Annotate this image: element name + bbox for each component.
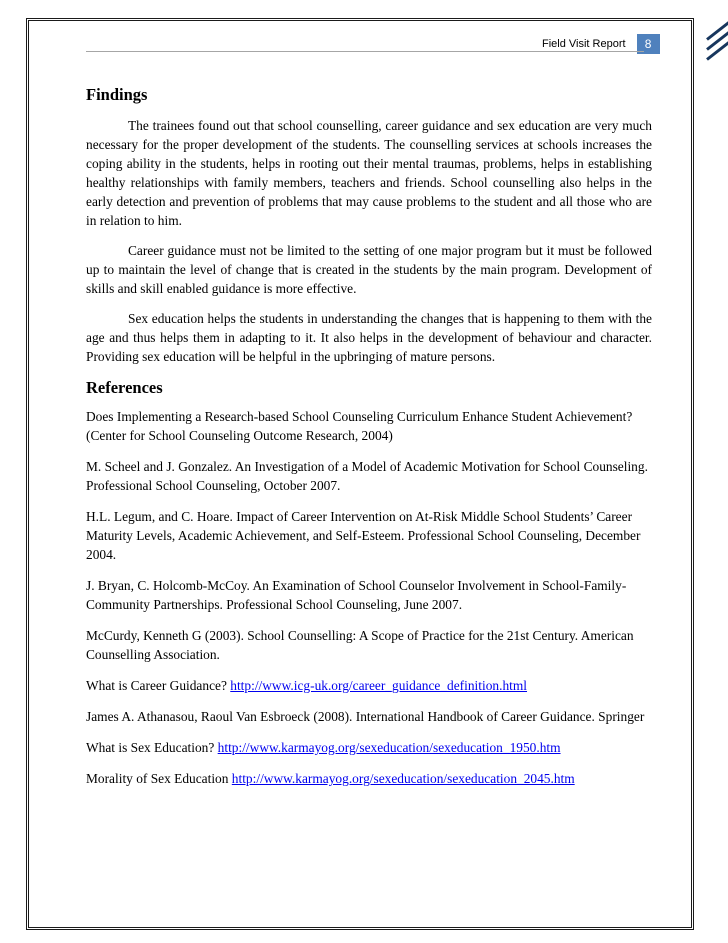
references-heading: References	[86, 378, 163, 397]
morality-sex-education-link[interactable]: http://www.karmayog.org/sexeducation/sexeducation_2045.htm	[231, 771, 575, 786]
reference-item	[86, 626, 652, 664]
reference-text: James A. Athanasou, Raoul Van Esbroeck (2008). International Handbook of Career Guidance. Springer	[86, 709, 645, 724]
reference-item	[86, 676, 652, 695]
reference-item	[86, 457, 652, 495]
reference-text: What is Sex Education?	[86, 740, 215, 755]
page-number: 8	[637, 34, 660, 54]
reference-item	[86, 707, 652, 726]
reference-text: M. Scheel and J. Gonzalez. An Investigation of a Model of Academic Motivation for School Counseling. Professional School Counseling, October 2007.	[86, 459, 648, 493]
reference-text: H.L. Legum, and C. Hoare. Impact of Career Intervention on At-Risk Middle School Students’ Career Maturity Levels, Academic Achievement, and Self-Esteem. Professional School Counseling, December 2004.	[86, 509, 641, 562]
reference-item	[86, 407, 652, 445]
reference-item	[86, 738, 652, 757]
decorative-stripes	[701, 18, 728, 930]
reference-item	[86, 576, 652, 614]
findings-paragraph: Career guidance must not be limited to the setting of one major program but it must be followed up to maintain the level of change that is created in the students by the main program. Development of skills and skill enabled guidance is more effective.	[86, 243, 652, 296]
header-divider	[86, 51, 644, 52]
reference-text: Morality of Sex Education	[86, 771, 229, 786]
reference-item	[86, 507, 652, 564]
reference-text: Does Implementing a Research-based School Counseling Curriculum Enhance Student Achievement? (Center for School Counseling Outcome Research, 2004)	[86, 409, 633, 443]
document-body	[86, 84, 652, 800]
sex-education-link[interactable]: http://www.karmayog.org/sexeducation/sexeducation_1950.htm	[217, 740, 561, 755]
reference-text: J. Bryan, C. Holcomb-McCoy. An Examination of School Counselor Involvement in School-Family- Community Partnerships. Professional School Counseling, June 2007.	[86, 578, 627, 612]
findings-heading: Findings	[86, 85, 148, 104]
reference-text: What is Career Guidance?	[86, 678, 227, 693]
findings-paragraph: The trainees found out that school counselling, career guidance and sex education are very much necessary for the proper development of the students. The counselling services at schools increases the coping ability in the students, helps in rooting out their mental traumas, problems, helps in establishing healthy relationships with family members, teachers and friends. School counselling also helps in the early detection and prevention of problems that may cause problems to the student and all those who are in relation to him.	[86, 118, 652, 228]
reference-text: McCurdy, Kenneth G (2003). School Counselling: A Scope of Practice for the 21st Century. American Counselling Association.	[86, 628, 634, 662]
findings-paragraph: Sex education helps the students in understanding the changes that is happening to them with the age and thus helps them in adapting to it. It also helps in the development of behaviour and character. Providing sex education will be helpful in the upbringing of mature persons.	[86, 311, 652, 364]
career-guidance-link[interactable]: http://www.icg-uk.org/career_guidance_definition.html	[230, 678, 528, 693]
header-title: Field Visit Report	[542, 38, 626, 50]
reference-item	[86, 769, 652, 788]
